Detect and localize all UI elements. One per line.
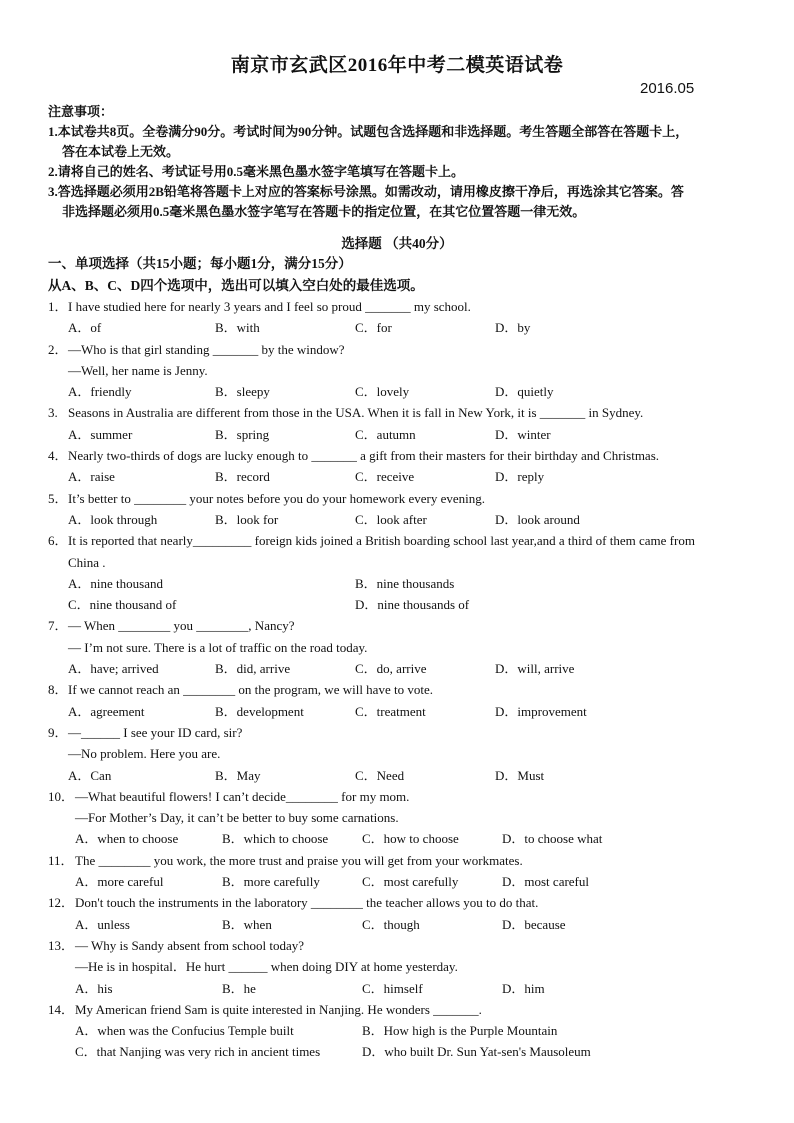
notes-heading: 注意事项： — [48, 104, 114, 119]
answer-option: A．nine thousand — [68, 575, 163, 591]
answer-option: D．winter — [495, 426, 551, 442]
question-item — [48, 722, 758, 786]
answer-option: C．receive — [355, 469, 415, 485]
answer-option: A．agreement — [68, 703, 145, 719]
options-row — [48, 317, 758, 338]
question-text: My American friend Sam is quite interested in Nanjing. He wonders _______. — [75, 1001, 482, 1017]
answer-option: D．will, arrive — [495, 661, 575, 677]
exam-date: 2016.05 — [640, 80, 695, 97]
answer-option: C．himself — [362, 980, 423, 996]
question-text: Don't touch the instruments in the laboratory ________ the teacher allows you to do that. — [75, 895, 539, 911]
question-number: 5． — [48, 490, 68, 506]
question-stem — [48, 339, 758, 360]
question-stem — [48, 892, 758, 913]
question-item — [48, 999, 758, 1063]
question-text: I have studied here for nearly 3 years and I feel so proud _______ my school. — [68, 299, 471, 314]
question-stem — [48, 722, 758, 743]
question-stem-cont — [48, 807, 758, 828]
question-number: 6． — [48, 533, 68, 549]
options-row — [48, 594, 758, 615]
options-row — [48, 658, 758, 679]
question-number: 4． — [48, 448, 68, 464]
question-stem — [48, 935, 758, 956]
answer-option: C．look after — [355, 511, 427, 527]
options-row — [48, 701, 758, 722]
question-text: —Well, her name is Jenny. — [68, 362, 208, 378]
question-number: 11． — [48, 852, 74, 868]
question-number: 2． — [48, 341, 68, 357]
page-title: 南京市玄武区2016年中考二模英语试卷 — [230, 55, 564, 76]
answer-option: C．that Nanjing was very rich in ancient times — [75, 1044, 321, 1060]
answer-option: D．quietly — [495, 384, 554, 400]
question-stem — [48, 615, 758, 636]
section-title: 选择题 （共40分） — [341, 236, 453, 251]
question-item — [48, 445, 758, 488]
question-item — [48, 850, 758, 893]
question-item — [48, 935, 758, 999]
answer-option: B．did, arrive — [215, 661, 291, 677]
question-number: 3. — [48, 405, 58, 421]
options-row — [48, 871, 758, 892]
answer-option: A．his — [75, 980, 113, 996]
answer-option: D．reply — [495, 469, 545, 485]
question-number: 9． — [48, 724, 68, 740]
question-number: 13． — [48, 937, 75, 953]
answer-option: C．most carefully — [362, 874, 459, 890]
answer-option: A．when was the Confucius Temple built — [75, 1023, 294, 1039]
question-stem — [48, 679, 758, 700]
answer-option: A．raise — [68, 469, 115, 485]
question-text: China . — [68, 554, 106, 570]
answer-option: B．spring — [215, 426, 270, 442]
question-item — [48, 488, 758, 531]
part-instruction: 从A、B、C、D四个选项中，选出可以填入空白处的最佳选项。 — [48, 278, 424, 293]
question-text: If we cannot reach an ________ on the program, we will have to vote. — [68, 682, 433, 698]
question-stem — [48, 530, 758, 551]
answer-option: C．nine thousand of — [68, 597, 177, 613]
question-item — [48, 679, 758, 722]
answer-option: C．Need — [355, 767, 405, 783]
question-number: 1． — [48, 299, 68, 314]
question-text: Seasons in Australia are different from those in the USA. When it is fall in New York, it is _______ in Sydney. — [68, 405, 644, 421]
answer-option: A．Can — [68, 767, 112, 783]
question-number: 10． — [48, 788, 75, 804]
question-text: — I’m not sure. There is a lot of traffic on the road today. — [68, 639, 368, 655]
question-text: —He is in hospital．He hurt ______ when doing DIY at home yesterday. — [75, 959, 458, 975]
notes-item: 3.答选择题必须用2B铅笔将答题卡上对应的答案标号涂黑。如需改动，请用橡皮擦干净后，再选涂其它答案。答 — [48, 184, 684, 199]
question-item — [48, 530, 758, 615]
question-stem-cont — [48, 552, 758, 573]
question-text: — When ________ you ________, Nancy? — [68, 618, 295, 634]
question-number: 8． — [48, 682, 68, 698]
notes-item: 答在本试卷上无效。 — [62, 144, 180, 159]
answer-option: B．he — [222, 980, 256, 996]
options-row — [48, 1020, 758, 1041]
question-stem — [48, 402, 758, 423]
options-row — [48, 424, 758, 445]
question-number: 14． — [48, 1001, 75, 1017]
answer-option: D．by — [495, 320, 531, 336]
answer-option: D．improvement — [495, 703, 587, 719]
question-stem — [48, 850, 758, 871]
answer-option: C．lovely — [355, 384, 410, 400]
answer-option: B．May — [215, 767, 261, 783]
question-stem — [48, 296, 758, 317]
question-stem-cont — [48, 743, 758, 764]
answer-option: C．how to choose — [362, 831, 459, 847]
question-stem-cont — [48, 956, 758, 977]
options-row — [48, 978, 758, 999]
question-stem — [48, 999, 758, 1020]
answer-option: B．record — [215, 469, 270, 485]
options-row — [48, 1041, 758, 1062]
question-text: It’s better to ________ your notes before you do your homework every evening. — [68, 490, 485, 506]
options-row — [48, 573, 758, 594]
notes-item: 1.本试卷共8页。全卷满分90分。考试时间为90分钟。试题包含选择题和非选择题。考生答题全部答在答题卡上， — [48, 124, 689, 139]
answer-option: A．unless — [75, 916, 130, 932]
question-text: Nearly two-thirds of dogs are lucky enough to _______ a gift from their masters for their birthday and Christmas. — [68, 448, 660, 464]
answer-option: B．when — [222, 916, 272, 932]
question-item — [48, 786, 758, 850]
answer-option: A．look through — [68, 511, 158, 527]
answer-option: B．look for — [215, 511, 279, 527]
question-item — [48, 892, 758, 935]
question-text: The ________ you work, the more trust and praise you will get from your workmates. — [75, 852, 523, 868]
answer-option: B．with — [215, 320, 260, 336]
answer-option: B．development — [215, 703, 304, 719]
question-text: —No problem. Here you are. — [68, 746, 221, 762]
question-item — [48, 402, 758, 445]
answer-option: D．most careful — [502, 874, 590, 890]
answer-option: D．nine thousands of — [355, 597, 470, 613]
options-row — [48, 765, 758, 786]
question-text: —Who is that girl standing _______ by the window? — [68, 341, 345, 357]
answer-option: D．him — [502, 980, 545, 996]
question-text: It is reported that nearly_________ foreign kids joined a British boarding school last year,and a third of them came from — [68, 533, 695, 549]
answer-option: B．sleepy — [215, 384, 270, 400]
question-text: — Why is Sandy absent from school today? — [75, 937, 305, 953]
answer-option: A．when to choose — [75, 831, 179, 847]
question-text: —______ I see your ID card, sir? — [68, 724, 243, 740]
answer-option: A．more careful — [75, 874, 164, 890]
answer-option: D．because — [502, 916, 566, 932]
question-number: 7． — [48, 618, 68, 634]
answer-option: A．summer — [68, 426, 133, 442]
notes-item: 非选择题必须用0.5毫米黑色墨水签字笔写在答题卡的指定位置，在其它位置答题一律无效。 — [62, 204, 586, 219]
question-item — [48, 296, 758, 339]
answer-option: C．do, arrive — [355, 661, 427, 677]
part-heading: 一、单项选择（共15小题；每小题1分，满分15分） — [48, 256, 352, 271]
options-row — [48, 914, 758, 935]
options-row — [48, 466, 758, 487]
answer-option: C．treatment — [355, 703, 426, 719]
question-stem-cont — [48, 637, 758, 658]
options-row — [48, 509, 758, 530]
question-text: —What beautiful flowers! I can’t decide________ for my mom. — [75, 788, 410, 804]
answer-option: D．who built Dr. Sun Yat-sen's Mausoleum — [362, 1044, 591, 1060]
answer-option: A．friendly — [68, 384, 132, 400]
question-number: 12． — [48, 895, 75, 911]
answer-option: A．have; arrived — [68, 661, 159, 677]
answer-option: A．of — [68, 320, 102, 336]
answer-option: B．nine thousands — [355, 575, 455, 591]
options-row — [48, 381, 758, 402]
notes-item: 2.请将自己的姓名、考试证号用0.5毫米黑色墨水签字笔填写在答题卡上。 — [48, 164, 465, 179]
question-list — [48, 296, 758, 1063]
answer-option: C．though — [362, 916, 420, 932]
question-item — [48, 615, 758, 679]
question-text: —For Mother’s Day, it can’t be better to buy some carnations. — [75, 810, 399, 826]
question-stem — [48, 786, 758, 807]
answer-option: B．which to choose — [222, 831, 329, 847]
answer-option: D．to choose what — [502, 831, 603, 847]
question-item — [48, 339, 758, 403]
answer-option: C．for — [355, 320, 392, 336]
question-stem-cont — [48, 360, 758, 381]
answer-option: B．How high is the Purple Mountain — [362, 1023, 558, 1039]
options-row — [48, 828, 758, 849]
notes-block — [48, 102, 758, 222]
answer-option: D．look around — [495, 511, 580, 527]
answer-option: B．more carefully — [222, 874, 320, 890]
answer-option: D．Must — [495, 767, 545, 783]
answer-option: C．autumn — [355, 426, 416, 442]
question-stem — [48, 445, 758, 466]
question-stem — [48, 488, 758, 509]
